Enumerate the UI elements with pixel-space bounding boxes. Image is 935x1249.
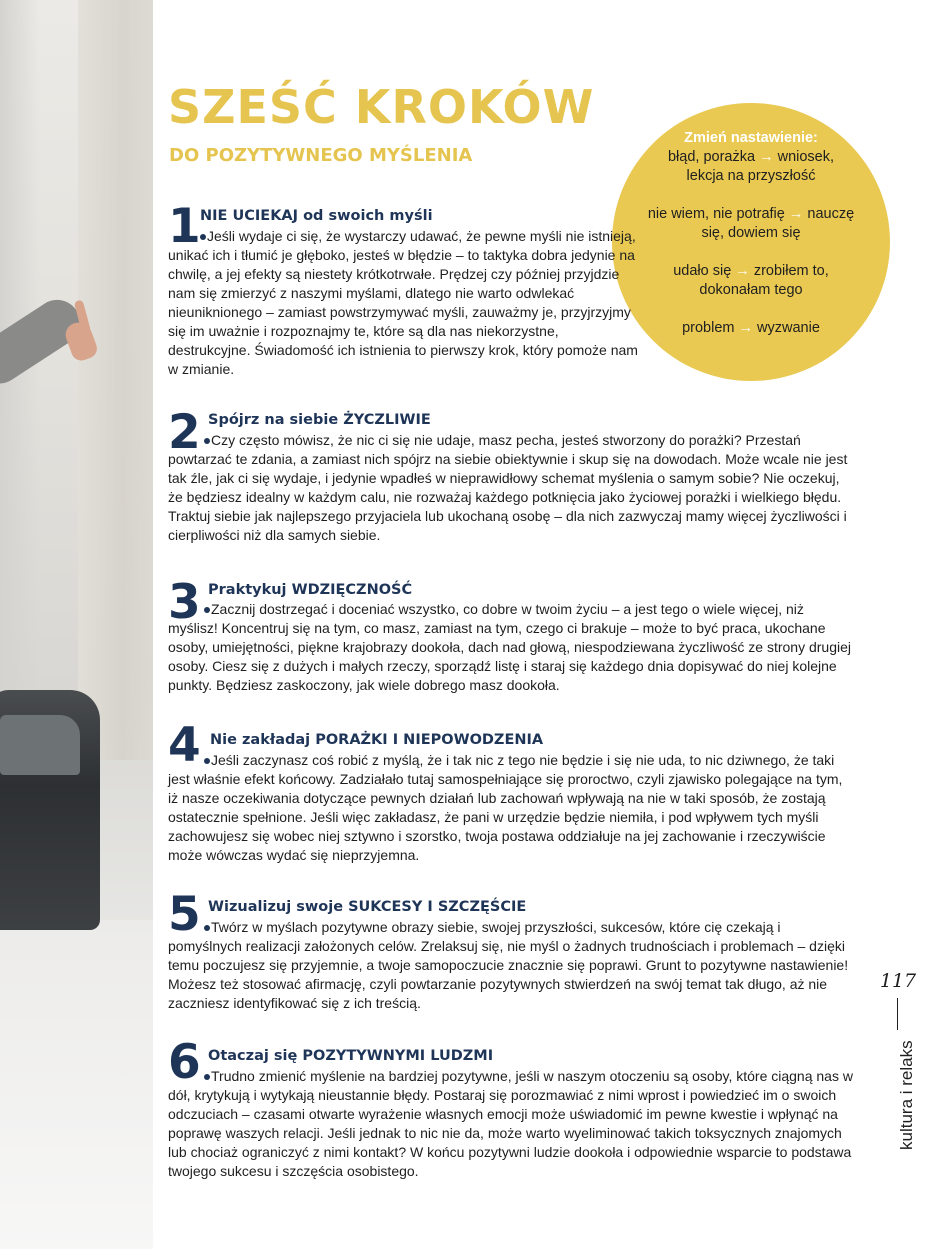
page-title: SZEŚĆ KROKÓW — [168, 80, 595, 134]
step-heading: Wizualizuj swoje SUKCESY I SZCZĘŚCIE — [208, 899, 527, 915]
callout-from: problem — [682, 320, 735, 336]
callout-item — [612, 262, 890, 281]
callout-from: błąd, porażka — [667, 149, 756, 165]
callout-item-continued: się, dowiem się — [701, 225, 801, 241]
bullet-dot-icon — [204, 1074, 210, 1080]
callout-to: nauczę — [807, 206, 855, 222]
callout-to: wniosek, — [777, 149, 835, 165]
arrow-right-icon: → — [735, 263, 750, 279]
step-text — [168, 227, 644, 379]
arrow-right-icon: → — [788, 206, 804, 222]
callout-to: zrobiłem to, — [753, 263, 829, 279]
step-body: Jeśli zaczynasz coś robić z myślą, że i tak nic z tego nie będzie i się nie uda, to nic dziwnego, że taki jest właśnie efekt końcowy. Zadziałało tutaj samospełniające się proroctwo, czyli zjawisko polegające na tym, iż nasze oczekiwania dotyczące pewnych działań lub zachowań wpływają na nie w taki sposób, że zostają ostatecznie spełnione. Jeśli więc zakładasz, że pani w urzędzie będzie niemiła, i pod wpływem tych myśli zachowujesz się wobec niej sztywno i szorstko, twoja postawa oddziałuje na jej zachowanie i rzeczywiście może wówczas wydać się nieprzyjemna. — [168, 752, 843, 863]
bullet-dot-icon — [200, 234, 206, 240]
step-text — [168, 751, 856, 865]
step-number: 4 — [168, 718, 199, 773]
bullet-dot-icon — [204, 438, 210, 444]
callout-item — [612, 148, 890, 167]
step-body: Jeśli wydaje ci się, że wystarczy udawać, że pewne myśli nie istnieją, unikać ich i tłumić je głęboko, jesteś w błędzie – to taktyka dobra jedynie na chwilę, a jej efekty są niestety krótkotrwałe. Prędzej czy później przyjdzie nam się zmierzyć z naszymi myślami, dlatego nie warto odwlekać nieuniknionego – zamiast powstrzymywać myśli, zauważmy je, przyjrzyjmy się im uważnie i rozpoznajmy te, które są dla nas niekorzystne, destrukcyjne. Świadomość ich istnienia to pierwszy krok, który pomoże nam w zmianie. — [168, 228, 638, 377]
page-number: 117 — [879, 970, 917, 992]
callout-item-continued: dokonałam tego — [699, 282, 803, 298]
callout-from: nie wiem, nie potrafię — [647, 206, 785, 222]
step-heading: Nie zakładaj PORAŻKI I NIEPOWODZENIA — [210, 732, 544, 748]
step-text — [168, 1067, 856, 1181]
callout-item — [612, 205, 890, 224]
section-label: kultura i relaks — [897, 1040, 916, 1150]
step-number: 6 — [168, 1035, 199, 1090]
step-number: 5 — [168, 887, 199, 942]
callout-item — [612, 319, 890, 338]
mindset-callout — [612, 103, 890, 381]
photo-car-window — [0, 715, 80, 775]
step-text — [168, 600, 854, 695]
step-number: 2 — [168, 405, 199, 460]
hero-photo — [0, 0, 153, 1249]
arrow-right-icon: → — [759, 149, 774, 165]
bullet-dot-icon — [204, 758, 210, 764]
step-heading: Praktykuj WDZIĘCZNOŚĆ — [208, 582, 413, 598]
page-subtitle: DO POZYTYWNEGO MYŚLENIA — [169, 145, 473, 166]
callout-from: udało się — [673, 263, 732, 279]
photo-snowy-road — [0, 920, 153, 1249]
callout-to: wyzwanie — [757, 320, 820, 336]
step-text — [168, 918, 856, 1013]
step-body: Trudno zmienić myślenie na bardziej pozytywne, jeśli w naszym otoczeniu są osoby, które ciągną nas w dół, krytykują i wytykają nieustannie błędy. Postaraj się porozmawiać z nimi wprost i powiedzieć im o swoich odczuciach – czasami otwarte wyrażenie własnych emocji może uświadomić im pewne kwestie i wpłynąć na poprawę waszych relacji. Jeśli jednak to nic nie da, może warto wyeliminować takich toksycznych znajomych lub chociaż ograniczyć z nimi kontakt? W końcu pozytywni ludzie dookoła i odpowiednie wsparcie to podstawa twojego sukcesu i szczęścia osobistego. — [168, 1068, 853, 1179]
step-body: Zacznij dostrzegać i doceniać wszystko, co dobre w twoim życiu – a jest tego o wiele więcej, niż myślisz! Koncentruj się na tym, co masz, zamiast na tym, czego ci brakuje – może to być praca, ukochane osoby, umiejętności, piękne krajobrazy dookoła, dach nad głową, niespodziewana życzliwość ze strony drugiej osoby. Ciesz się z dużych i małych rzeczy, sporządź listę i staraj się każdego dnia dopisywać do niej kolejne punkty. Będziesz zaskoczony, jak wiele dobrego masz dookoła. — [168, 601, 851, 693]
step-heading: NIE UCIEKAJ od swoich myśli — [200, 208, 433, 224]
callout-heading: Zmień nastawienie: — [684, 130, 818, 146]
step-body: Twórz w myślach pozytywne obrazy siebie, swojej przyszłości, sukcesów, które cię czekają i pomyślnych realizacji założonych celów. Zrelaksuj się, nie myśl o żadnych trudnościach i problemach – dzięki temu poczujesz się przyjemnie, a twoje samopoczucie znacznie się poprawi. Grunt to pozytywne nastawienie! Możesz też stosować afirmację, czyli powtarzanie pozytywnych stwierdzeń na swój temat tak długo, aż nie zaczniesz identyfikować się z ich treścią. — [168, 919, 849, 1011]
bullet-dot-icon — [204, 925, 210, 931]
step-number: 3 — [168, 575, 199, 630]
step-heading: Otaczaj się POZYTYWNYMI LUDZMI — [208, 1048, 494, 1064]
step-number: 1 — [168, 199, 199, 254]
page-number-divider — [897, 998, 898, 1030]
step-text — [168, 431, 856, 545]
arrow-right-icon: → — [738, 320, 754, 336]
bullet-dot-icon — [204, 607, 210, 613]
callout-item-continued: lekcja na przyszłość — [686, 168, 816, 184]
photo-building — [78, 0, 153, 760]
step-body: Czy często mówisz, że nic ci się nie udaje, masz pecha, jesteś stworzony do porażki? Przestań powtarzać te zdania, a zamiast nich spójrz na siebie obiektywnie i skup się na dowodach. Może wcale nie jest tak źle, jak ci się wydaje, i jedynie wpadłeś w nieprawidłowy schemat myślenia o samym sobie? Nie oczekuj, że będziesz idealny w każdym calu, nie rozważaj każdego potknięcia jako życiowej porażki i wielkiego błędu. Traktuj siebie jak najlepszego przyjaciela lub ukochaną osobę – dla nich zazwyczaj mamy więcej życzliwości i cierpliwości niż dla samych siebie. — [168, 432, 848, 543]
step-heading: Spójrz na siebie ŻYCZLIWIE — [208, 412, 431, 428]
